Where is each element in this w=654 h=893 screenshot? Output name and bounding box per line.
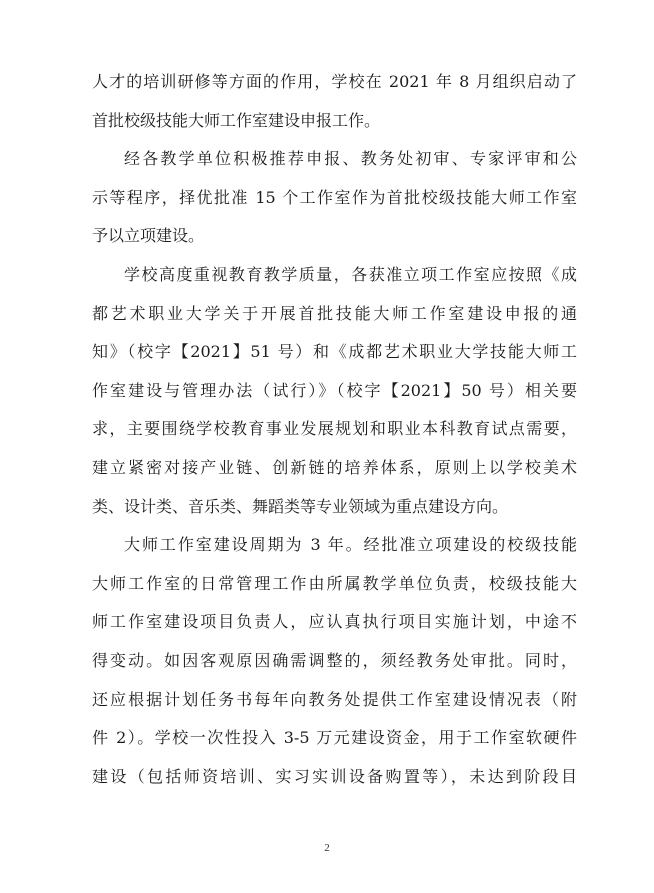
- text-line: 师工作室建设项目负责人，应认真执行项目实施计划，中途不: [92, 612, 577, 632]
- text-line: 得变动。如因客观原因确需调整的，须经教务处审批。同时，: [92, 650, 577, 670]
- text-line: 大师工作室建设周期为 3 年。经批准立项建设的校级技能: [124, 535, 577, 555]
- page-number: 2: [324, 842, 330, 854]
- text-line: 还应根据计划任务书每年向教务处提供工作室建设情况表（附: [92, 689, 577, 709]
- text-line: 知》（校字【2021】51 号）和《成都艺术职业大学技能大师工: [92, 342, 577, 362]
- text-line: 首批校级技能大师工作室建设申报工作。: [92, 110, 381, 130]
- text-line: 都艺术职业大学关于开展首批技能大师工作室建设申报的通: [92, 303, 577, 323]
- body-text: [92, 63, 577, 796]
- text-line: 类、设计类、音乐类、舞蹈类等专业领域为重点建设方向。: [92, 496, 509, 516]
- text-line: 人才的培训研修等方面的作用，学校在 2021 年 8 月组织启动了: [92, 72, 577, 91]
- text-line: 学校高度重视教育教学质量，各获准立项工作室应按照《成: [124, 264, 577, 284]
- text-line: 作室建设与管理办法（试行）》（校字【2021】50 号）相关要: [92, 380, 577, 400]
- text-line: 建设（包括师资培训、实习实训设备购置等），未达到阶段目: [92, 766, 577, 786]
- text-line: 件 2）。学校一次性投入 3-5 万元建设资金，用于工作室软硬件: [92, 728, 577, 748]
- text-line: 经各教学单位积极推荐申报、教务处初审、专家评审和公: [124, 149, 577, 169]
- text-line: 示等程序，择优批准 15 个工作室作为首批校级技能大师工作室: [92, 187, 577, 207]
- text-line: 建立紧密对接产业链、创新链的培养体系，原则上以学校美术: [92, 457, 577, 477]
- text-line: 求，主要围绕学校教育事业发展规划和职业本科教育试点需要，: [92, 419, 577, 439]
- text-line: 予以立项建设。: [92, 226, 205, 246]
- text-line: 大师工作室的日常管理工作由所属教学单位负责，校级技能大: [92, 573, 577, 593]
